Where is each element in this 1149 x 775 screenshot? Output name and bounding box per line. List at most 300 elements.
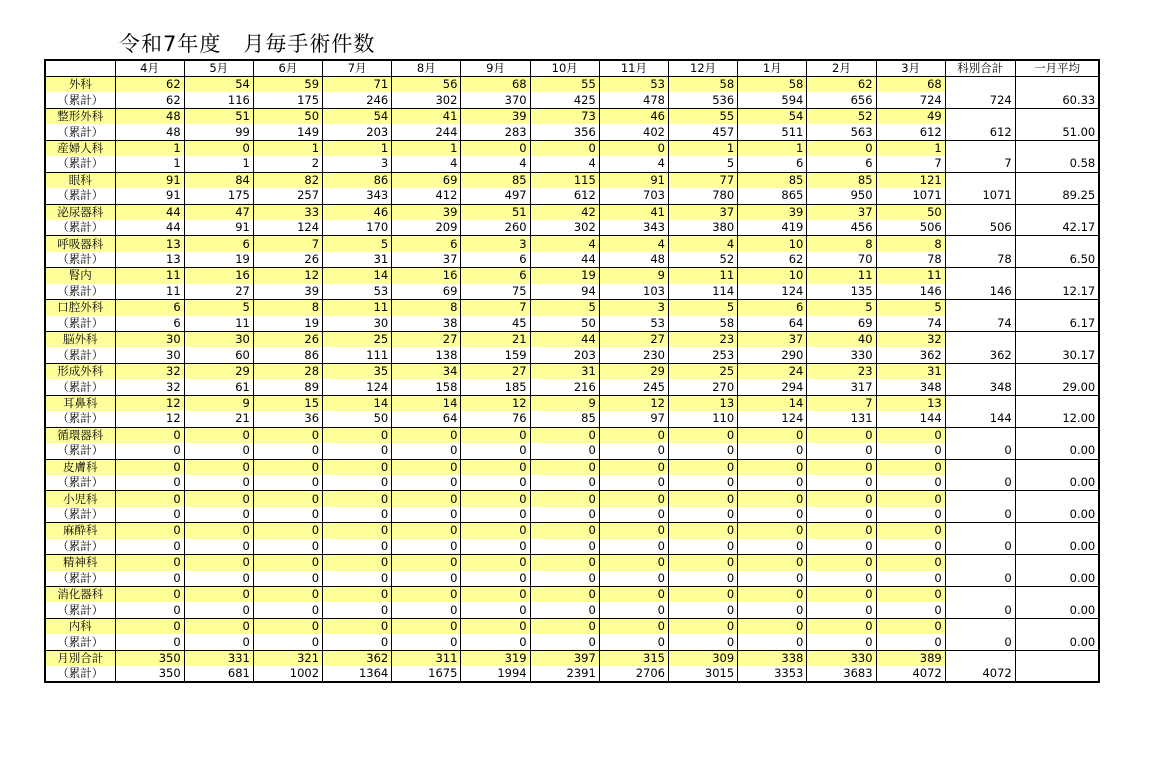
monthly-count-cell: 0: [669, 427, 738, 443]
monthly-count-cell: 0: [253, 491, 322, 507]
monthly-count-cell: 8: [253, 300, 322, 316]
monthly-count-cell: 1: [669, 140, 738, 156]
cumulative-count-cell: 2: [253, 156, 322, 172]
cumulative-count-cell: 0: [599, 571, 668, 587]
monthly-count-cell: 0: [807, 523, 876, 539]
monthly-count-cell: 0: [738, 491, 807, 507]
cumulative-label: （累計）: [45, 411, 115, 427]
monthly-count-cell: 11: [876, 268, 945, 284]
cumulative-count-cell: 170: [323, 220, 392, 236]
monthly-count-cell: 26: [253, 332, 322, 348]
average-cell-empty: [1015, 108, 1099, 124]
cumulative-count-cell: 0: [807, 507, 876, 523]
monthly-average-cell: [1015, 666, 1099, 682]
cumulative-count-cell: 350: [115, 666, 184, 682]
monthly-count-cell: 37: [738, 332, 807, 348]
cumulative-count-cell: 0: [807, 475, 876, 491]
header-cell: 10月: [530, 60, 599, 77]
cumulative-count-cell: 865: [738, 188, 807, 204]
cumulative-count-cell: 159: [461, 347, 530, 363]
total-cell-empty: [945, 395, 1015, 411]
monthly-average-cell: 29.00: [1015, 379, 1099, 395]
cumulative-label: （累計）: [45, 92, 115, 108]
cumulative-row: [45, 316, 1099, 332]
monthly-count-cell: 91: [115, 172, 184, 188]
cumulative-count-cell: 70: [807, 252, 876, 268]
monthly-count-cell: 84: [184, 172, 253, 188]
cumulative-row: [45, 156, 1099, 172]
monthly-count-cell: 0: [323, 523, 392, 539]
cumulative-count-cell: 175: [253, 92, 322, 108]
department-row: [45, 300, 1099, 316]
monthly-count-cell: 91: [599, 172, 668, 188]
cumulative-count-cell: 0: [530, 475, 599, 491]
cumulative-count-cell: 0: [461, 634, 530, 650]
cumulative-count-cell: 85: [530, 411, 599, 427]
cumulative-count-cell: 48: [115, 124, 184, 140]
cumulative-count-cell: 64: [738, 316, 807, 332]
monthly-count-cell: 0: [184, 587, 253, 603]
monthly-count-cell: 362: [323, 650, 392, 666]
cumulative-count-cell: 0: [530, 634, 599, 650]
total-cell-empty: [945, 204, 1015, 220]
monthly-count-cell: 0: [599, 427, 668, 443]
cumulative-count-cell: 0: [323, 507, 392, 523]
cumulative-count-cell: 69: [807, 316, 876, 332]
average-cell-empty: [1015, 395, 1099, 411]
monthly-count-cell: 49: [876, 108, 945, 124]
cumulative-count-cell: 13: [115, 252, 184, 268]
cumulative-count-cell: 4072: [876, 666, 945, 682]
cumulative-count-cell: 412: [392, 188, 461, 204]
monthly-count-cell: 0: [461, 523, 530, 539]
cumulative-count-cell: 0: [184, 507, 253, 523]
monthly-count-cell: 9: [599, 268, 668, 284]
monthly-count-cell: 71: [323, 77, 392, 93]
monthly-count-cell: 397: [530, 650, 599, 666]
monthly-count-cell: 0: [184, 618, 253, 634]
department-total-cell: 0: [945, 507, 1015, 523]
total-cell-empty: [945, 363, 1015, 379]
monthly-count-cell: 34: [392, 363, 461, 379]
department-total-cell: 0: [945, 475, 1015, 491]
cumulative-count-cell: 594: [738, 92, 807, 108]
cumulative-count-cell: 0: [253, 634, 322, 650]
monthly-count-cell: 0: [392, 427, 461, 443]
monthly-count-cell: 68: [876, 77, 945, 93]
cumulative-count-cell: 0: [738, 475, 807, 491]
cumulative-count-cell: 11: [115, 284, 184, 300]
monthly-count-cell: 5: [807, 300, 876, 316]
monthly-count-cell: 42: [530, 204, 599, 220]
department-name: 内科: [45, 618, 115, 634]
cumulative-count-cell: 283: [461, 124, 530, 140]
department-name: 産婦人科: [45, 140, 115, 156]
cumulative-count-cell: 94: [530, 284, 599, 300]
cumulative-count-cell: 1071: [876, 188, 945, 204]
monthly-count-cell: 0: [807, 587, 876, 603]
cumulative-row: [45, 124, 1099, 140]
cumulative-row: [45, 188, 1099, 204]
monthly-count-cell: 85: [461, 172, 530, 188]
cumulative-count-cell: 780: [669, 188, 738, 204]
total-cell-empty: [945, 172, 1015, 188]
cumulative-count-cell: 50: [530, 316, 599, 332]
cumulative-count-cell: 124: [323, 379, 392, 395]
department-name: 脳外科: [45, 332, 115, 348]
cumulative-count-cell: 681: [184, 666, 253, 682]
monthly-count-cell: 0: [461, 618, 530, 634]
cumulative-count-cell: 348: [876, 379, 945, 395]
cumulative-count-cell: 0: [115, 507, 184, 523]
department-row: [45, 587, 1099, 603]
cumulative-row: [45, 411, 1099, 427]
monthly-count-cell: 115: [530, 172, 599, 188]
cumulative-count-cell: 0: [599, 539, 668, 555]
cumulative-count-cell: 44: [115, 220, 184, 236]
monthly-count-cell: 13: [669, 395, 738, 411]
cumulative-label: （累計）: [45, 507, 115, 523]
cumulative-count-cell: 0: [253, 507, 322, 523]
cumulative-count-cell: 563: [807, 124, 876, 140]
department-name: 泌尿器科: [45, 204, 115, 220]
cumulative-count-cell: 380: [669, 220, 738, 236]
cumulative-count-cell: 203: [530, 347, 599, 363]
department-total-cell: 612: [945, 124, 1015, 140]
cumulative-label: （累計）: [45, 252, 115, 268]
monthly-count-cell: 86: [323, 172, 392, 188]
average-cell-empty: [1015, 140, 1099, 156]
monthly-count-cell: 25: [669, 363, 738, 379]
cumulative-count-cell: 19: [184, 252, 253, 268]
monthly-count-cell: 6: [115, 300, 184, 316]
cumulative-count-cell: 0: [184, 571, 253, 587]
monthly-count-cell: 0: [392, 555, 461, 571]
cumulative-count-cell: 253: [669, 347, 738, 363]
cumulative-count-cell: 116: [184, 92, 253, 108]
cumulative-count-cell: 99: [184, 124, 253, 140]
monthly-count-cell: 69: [392, 172, 461, 188]
department-row: [45, 650, 1099, 666]
cumulative-count-cell: 0: [461, 539, 530, 555]
monthly-average-cell: 89.25: [1015, 188, 1099, 204]
cumulative-count-cell: 103: [599, 284, 668, 300]
department-total-cell: 348: [945, 379, 1015, 395]
cumulative-count-cell: 4: [392, 156, 461, 172]
monthly-count-cell: 7: [807, 395, 876, 411]
monthly-count-cell: 0: [253, 555, 322, 571]
monthly-count-cell: 0: [184, 427, 253, 443]
header-cell: 3月: [876, 60, 945, 77]
monthly-count-cell: 5: [876, 300, 945, 316]
cumulative-count-cell: 0: [253, 571, 322, 587]
cumulative-count-cell: 330: [807, 347, 876, 363]
monthly-count-cell: 1: [253, 140, 322, 156]
cumulative-count-cell: 343: [599, 220, 668, 236]
department-name: 口腔外科: [45, 300, 115, 316]
cumulative-count-cell: 38: [392, 316, 461, 332]
cumulative-count-cell: 21: [184, 411, 253, 427]
cumulative-count-cell: 0: [115, 475, 184, 491]
monthly-count-cell: 44: [530, 332, 599, 348]
monthly-count-cell: 0: [530, 523, 599, 539]
cumulative-count-cell: 114: [669, 284, 738, 300]
cumulative-count-cell: 1: [184, 156, 253, 172]
cumulative-count-cell: 32: [115, 379, 184, 395]
department-total-cell: 144: [945, 411, 1015, 427]
cumulative-count-cell: 45: [461, 316, 530, 332]
monthly-count-cell: 0: [807, 427, 876, 443]
cumulative-count-cell: 44: [530, 252, 599, 268]
monthly-average-cell: 0.00: [1015, 539, 1099, 555]
average-cell-empty: [1015, 491, 1099, 507]
monthly-count-cell: 0: [738, 459, 807, 475]
cumulative-count-cell: 185: [461, 379, 530, 395]
monthly-count-cell: 5: [530, 300, 599, 316]
monthly-count-cell: 0: [392, 459, 461, 475]
monthly-count-cell: 14: [392, 395, 461, 411]
monthly-count-cell: 0: [461, 427, 530, 443]
cumulative-count-cell: 230: [599, 347, 668, 363]
total-cell-empty: [945, 427, 1015, 443]
cumulative-label: （累計）: [45, 539, 115, 555]
monthly-count-cell: 85: [807, 172, 876, 188]
department-row: [45, 204, 1099, 220]
cumulative-count-cell: 0: [599, 443, 668, 459]
monthly-count-cell: 54: [738, 108, 807, 124]
monthly-count-cell: 14: [323, 268, 392, 284]
cumulative-count-cell: 356: [530, 124, 599, 140]
department-row: [45, 491, 1099, 507]
department-row: [45, 555, 1099, 571]
monthly-count-cell: 1: [876, 140, 945, 156]
cumulative-label: （累計）: [45, 347, 115, 363]
monthly-count-cell: 0: [323, 618, 392, 634]
total-cell-empty: [945, 491, 1015, 507]
cumulative-count-cell: 0: [392, 571, 461, 587]
monthly-count-cell: 50: [253, 108, 322, 124]
cumulative-row: [45, 507, 1099, 523]
cumulative-count-cell: 0: [738, 602, 807, 618]
monthly-count-cell: 27: [392, 332, 461, 348]
cumulative-count-cell: 50: [323, 411, 392, 427]
monthly-count-cell: 0: [184, 523, 253, 539]
cumulative-count-cell: 703: [599, 188, 668, 204]
monthly-count-cell: 0: [738, 555, 807, 571]
monthly-average-cell: 6.50: [1015, 252, 1099, 268]
department-total-cell: 0: [945, 571, 1015, 587]
cumulative-row: [45, 379, 1099, 395]
total-cell-empty: [945, 140, 1015, 156]
cumulative-count-cell: 0: [876, 634, 945, 650]
department-total-cell: 4072: [945, 666, 1015, 682]
cumulative-count-cell: 6: [807, 156, 876, 172]
monthly-count-cell: 0: [807, 618, 876, 634]
cumulative-count-cell: 36: [253, 411, 322, 427]
cumulative-row: [45, 284, 1099, 300]
cumulative-count-cell: 402: [599, 124, 668, 140]
monthly-count-cell: 0: [530, 140, 599, 156]
cumulative-count-cell: 0: [115, 602, 184, 618]
monthly-count-cell: 0: [392, 587, 461, 603]
monthly-count-cell: 0: [461, 140, 530, 156]
monthly-count-cell: 0: [392, 523, 461, 539]
cumulative-count-cell: 612: [530, 188, 599, 204]
cumulative-count-cell: 0: [669, 539, 738, 555]
monthly-average-cell: 12.17: [1015, 284, 1099, 300]
monthly-count-cell: 0: [115, 523, 184, 539]
header-cell: 4月: [115, 60, 184, 77]
cumulative-count-cell: 3: [323, 156, 392, 172]
cumulative-count-cell: 456: [807, 220, 876, 236]
cumulative-count-cell: 0: [115, 539, 184, 555]
monthly-count-cell: 0: [599, 555, 668, 571]
monthly-average-cell: 0.00: [1015, 634, 1099, 650]
cumulative-count-cell: 37: [392, 252, 461, 268]
monthly-count-cell: 309: [669, 650, 738, 666]
department-total-cell: 506: [945, 220, 1015, 236]
cumulative-count-cell: 536: [669, 92, 738, 108]
monthly-count-cell: 48: [115, 108, 184, 124]
cumulative-count-cell: 511: [738, 124, 807, 140]
cumulative-count-cell: 27: [184, 284, 253, 300]
monthly-count-cell: 5: [184, 300, 253, 316]
average-cell-empty: [1015, 363, 1099, 379]
cumulative-label: （累計）: [45, 666, 115, 682]
cumulative-count-cell: 0: [599, 507, 668, 523]
cumulative-count-cell: 62: [115, 92, 184, 108]
monthly-count-cell: 0: [253, 618, 322, 634]
cumulative-count-cell: 149: [253, 124, 322, 140]
monthly-count-cell: 7: [461, 300, 530, 316]
department-total-cell: 1071: [945, 188, 1015, 204]
cumulative-count-cell: 0: [115, 571, 184, 587]
cumulative-count-cell: 97: [599, 411, 668, 427]
cumulative-count-cell: 0: [669, 602, 738, 618]
cumulative-row: [45, 220, 1099, 236]
cumulative-count-cell: 0: [461, 507, 530, 523]
monthly-count-cell: 0: [807, 491, 876, 507]
cumulative-count-cell: 0: [461, 571, 530, 587]
cumulative-count-cell: 76: [461, 411, 530, 427]
monthly-count-cell: 0: [323, 459, 392, 475]
monthly-count-cell: 12: [461, 395, 530, 411]
department-row: [45, 523, 1099, 539]
cumulative-count-cell: 75: [461, 284, 530, 300]
monthly-count-cell: 0: [669, 587, 738, 603]
monthly-count-cell: 0: [530, 618, 599, 634]
monthly-count-cell: 40: [807, 332, 876, 348]
monthly-count-cell: 0: [599, 491, 668, 507]
cumulative-count-cell: 135: [807, 284, 876, 300]
cumulative-label: （累計）: [45, 220, 115, 236]
cumulative-row: [45, 252, 1099, 268]
cumulative-count-cell: 257: [253, 188, 322, 204]
monthly-count-cell: 32: [876, 332, 945, 348]
monthly-count-cell: 0: [876, 523, 945, 539]
cumulative-count-cell: 110: [669, 411, 738, 427]
monthly-count-cell: 1: [738, 140, 807, 156]
monthly-count-cell: 4: [669, 236, 738, 252]
department-name: 精神科: [45, 555, 115, 571]
monthly-count-cell: 3: [599, 300, 668, 316]
monthly-count-cell: 0: [876, 555, 945, 571]
department-name: 外科: [45, 77, 115, 93]
department-row: [45, 140, 1099, 156]
cumulative-count-cell: 0: [461, 475, 530, 491]
monthly-count-cell: 0: [115, 618, 184, 634]
department-row: [45, 268, 1099, 284]
cumulative-count-cell: 3353: [738, 666, 807, 682]
cumulative-count-cell: 30: [323, 316, 392, 332]
total-cell-empty: [945, 332, 1015, 348]
monthly-count-cell: 6: [738, 300, 807, 316]
cumulative-count-cell: 294: [738, 379, 807, 395]
cumulative-label: （累計）: [45, 443, 115, 459]
monthly-count-cell: 30: [184, 332, 253, 348]
cumulative-label: （累計）: [45, 634, 115, 650]
monthly-count-cell: 0: [530, 587, 599, 603]
cumulative-count-cell: 6: [738, 156, 807, 172]
monthly-average-cell: 0.00: [1015, 602, 1099, 618]
monthly-count-cell: 39: [392, 204, 461, 220]
cumulative-count-cell: 111: [323, 347, 392, 363]
monthly-count-cell: 85: [738, 172, 807, 188]
department-total-cell: 146: [945, 284, 1015, 300]
monthly-count-cell: 21: [461, 332, 530, 348]
cumulative-count-cell: 0: [738, 571, 807, 587]
monthly-count-cell: 0: [876, 427, 945, 443]
monthly-count-cell: 19: [530, 268, 599, 284]
cumulative-row: [45, 634, 1099, 650]
cumulative-count-cell: 62: [738, 252, 807, 268]
monthly-count-cell: 13: [115, 236, 184, 252]
department-row: [45, 172, 1099, 188]
monthly-count-cell: 54: [323, 108, 392, 124]
cumulative-count-cell: 0: [184, 443, 253, 459]
cumulative-count-cell: 31: [323, 252, 392, 268]
monthly-count-cell: 68: [461, 77, 530, 93]
cumulative-count-cell: 0: [738, 539, 807, 555]
department-row: [45, 618, 1099, 634]
monthly-count-cell: 6: [184, 236, 253, 252]
monthly-count-cell: 350: [115, 650, 184, 666]
average-cell-empty: [1015, 172, 1099, 188]
cumulative-count-cell: 2706: [599, 666, 668, 682]
cumulative-count-cell: 0: [807, 571, 876, 587]
monthly-count-cell: 32: [115, 363, 184, 379]
monthly-count-cell: 0: [392, 618, 461, 634]
cumulative-label: （累計）: [45, 379, 115, 395]
header-cell: 11月: [599, 60, 668, 77]
monthly-count-cell: 30: [115, 332, 184, 348]
cumulative-count-cell: 5: [669, 156, 738, 172]
monthly-count-cell: 4: [530, 236, 599, 252]
cumulative-count-cell: 2391: [530, 666, 599, 682]
monthly-count-cell: 0: [738, 618, 807, 634]
cumulative-count-cell: 419: [738, 220, 807, 236]
average-cell-empty: [1015, 77, 1099, 93]
cumulative-count-cell: 1994: [461, 666, 530, 682]
monthly-count-cell: 0: [669, 459, 738, 475]
monthly-count-cell: 6: [461, 268, 530, 284]
monthly-count-cell: 3: [461, 236, 530, 252]
total-cell-empty: [945, 618, 1015, 634]
cumulative-count-cell: 0: [253, 539, 322, 555]
monthly-count-cell: 54: [184, 77, 253, 93]
monthly-count-cell: 0: [461, 555, 530, 571]
average-cell-empty: [1015, 523, 1099, 539]
